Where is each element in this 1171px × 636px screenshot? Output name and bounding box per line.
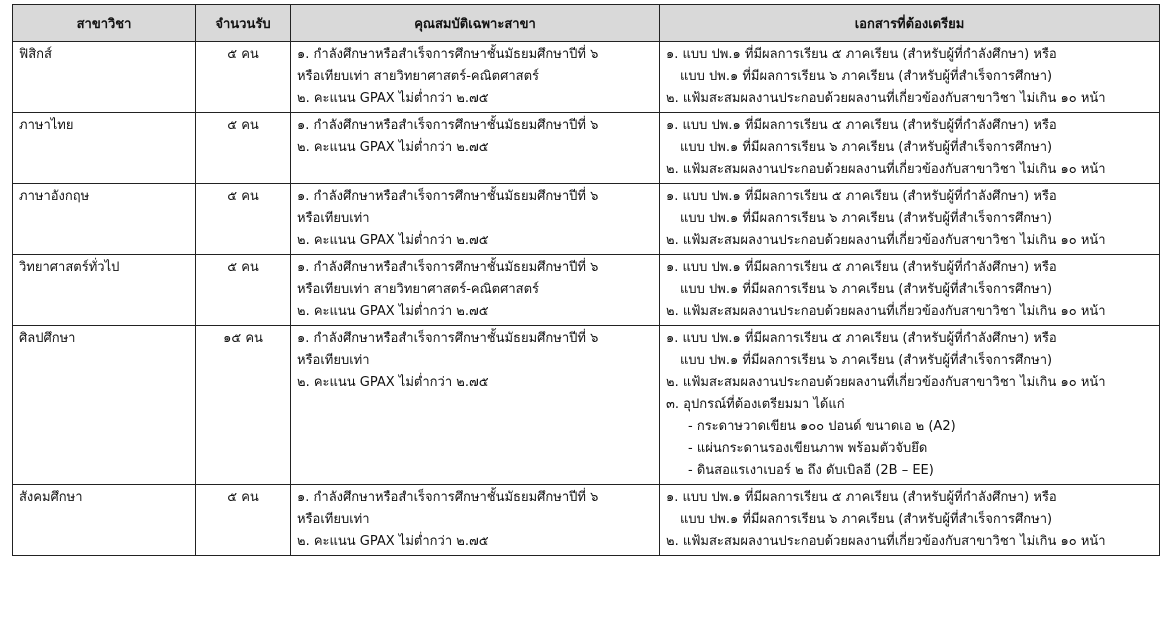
document-line: ๑. แบบ ปพ.๑ ที่มีผลการเรียน ๕ ภาคเรียน (สำหรับผู้ที่กำลังศึกษา) หรือ [666, 260, 1057, 275]
seats-count: ๑๕ คน [223, 331, 263, 346]
documents-cell [660, 184, 1160, 255]
qualification-line: ๒. คะแนน GPAX ไม่ต่ำกว่า ๒.๗๕ [297, 375, 489, 390]
header-row [13, 5, 1160, 42]
seats-count: ๕ คน [227, 118, 259, 133]
header-qualifications: คุณสมบัติเฉพาะสาขา [291, 5, 660, 42]
subject-cell [13, 113, 196, 184]
document-line: แบบ ปพ.๑ ที่มีผลการเรียน ๖ ภาคเรียน (สำหรับผู้ที่สำเร็จการศึกษา) [680, 353, 1053, 368]
header-subject: สาขาวิชา [13, 5, 196, 42]
document-line: ๑. แบบ ปพ.๑ ที่มีผลการเรียน ๕ ภาคเรียน (สำหรับผู้ที่กำลังศึกษา) หรือ [666, 118, 1057, 133]
table-body [13, 42, 1160, 556]
qualifications-cell [291, 42, 660, 113]
qualification-line: ๒. คะแนน GPAX ไม่ต่ำกว่า ๒.๗๕ [297, 233, 489, 248]
seats-cell [196, 184, 291, 255]
qualification-line: ๒. คะแนน GPAX ไม่ต่ำกว่า ๒.๗๕ [297, 534, 489, 549]
qualification-line: หรือเทียบเท่า สายวิทยาศาสตร์-คณิตศาสตร์ [297, 69, 540, 84]
seats-count: ๕ คน [227, 490, 259, 505]
document-line: ๒. แฟ้มสะสมผลงานประกอบด้วยผลงานที่เกี่ยวข้องกับสาขาวิชา ไม่เกิน ๑๐ หน้า [666, 91, 1106, 106]
qualifications-cell [291, 255, 660, 326]
qualifications-cell [291, 113, 660, 184]
qualification-line: ๑. กำลังศึกษาหรือสำเร็จการศึกษาชั้นมัธยมศึกษาปีที่ ๖ [297, 118, 599, 133]
document-line: ๓. อุปกรณ์ที่ต้องเตรียมมา ได้แก่ [666, 397, 845, 412]
header-seats: จำนวนรับ [196, 5, 291, 42]
qualifications-cell [291, 326, 660, 485]
document-line: แบบ ปพ.๑ ที่มีผลการเรียน ๖ ภาคเรียน (สำหรับผู้ที่สำเร็จการศึกษา) [680, 69, 1053, 84]
document-line: ๑. แบบ ปพ.๑ ที่มีผลการเรียน ๕ ภาคเรียน (สำหรับผู้ที่กำลังศึกษา) หรือ [666, 331, 1057, 346]
seats-count: ๕ คน [227, 189, 259, 204]
table-row [13, 42, 1160, 113]
subject-cell [13, 485, 196, 556]
subject-cell [13, 42, 196, 113]
seats-cell [196, 255, 291, 326]
qualifications-cell [291, 184, 660, 255]
subject-cell [13, 184, 196, 255]
document-line: - กระดาษวาดเขียน ๑๐๐ ปอนด์ ขนาดเอ ๒ (A2) [688, 419, 956, 434]
qualification-line: หรือเทียบเท่า สายวิทยาศาสตร์-คณิตศาสตร์ [297, 282, 540, 297]
document-line: ๑. แบบ ปพ.๑ ที่มีผลการเรียน ๕ ภาคเรียน (สำหรับผู้ที่กำลังศึกษา) หรือ [666, 47, 1057, 62]
qualification-line: ๑. กำลังศึกษาหรือสำเร็จการศึกษาชั้นมัธยมศึกษาปีที่ ๖ [297, 331, 599, 346]
document-line: ๒. แฟ้มสะสมผลงานประกอบด้วยผลงานที่เกี่ยวข้องกับสาขาวิชา ไม่เกิน ๑๐ หน้า [666, 534, 1106, 549]
document-line: - แผ่นกระดานรองเขียนภาพ พร้อมตัวจับยึด [688, 441, 928, 456]
qualification-line: ๒. คะแนน GPAX ไม่ต่ำกว่า ๒.๗๕ [297, 91, 489, 106]
qualification-line: ๑. กำลังศึกษาหรือสำเร็จการศึกษาชั้นมัธยมศึกษาปีที่ ๖ [297, 189, 599, 204]
document-line: แบบ ปพ.๑ ที่มีผลการเรียน ๖ ภาคเรียน (สำหรับผู้ที่สำเร็จการศึกษา) [680, 211, 1053, 226]
qualification-line: ๒. คะแนน GPAX ไม่ต่ำกว่า ๒.๗๕ [297, 304, 489, 319]
document-line: ๑. แบบ ปพ.๑ ที่มีผลการเรียน ๕ ภาคเรียน (สำหรับผู้ที่กำลังศึกษา) หรือ [666, 490, 1057, 505]
table-row [13, 326, 1160, 485]
table-header [13, 5, 1160, 42]
table-row [13, 485, 1160, 556]
documents-cell [660, 113, 1160, 184]
qualification-line: ๑. กำลังศึกษาหรือสำเร็จการศึกษาชั้นมัธยมศึกษาปีที่ ๖ [297, 47, 599, 62]
qualification-line: ๒. คะแนน GPAX ไม่ต่ำกว่า ๒.๗๕ [297, 140, 489, 155]
seats-cell [196, 326, 291, 485]
document-line: แบบ ปพ.๑ ที่มีผลการเรียน ๖ ภาคเรียน (สำหรับผู้ที่สำเร็จการศึกษา) [680, 282, 1053, 297]
subject-name: ศิลปศึกษา [19, 331, 76, 346]
qualification-line: ๑. กำลังศึกษาหรือสำเร็จการศึกษาชั้นมัธยมศึกษาปีที่ ๖ [297, 260, 599, 275]
qualification-line: ๑. กำลังศึกษาหรือสำเร็จการศึกษาชั้นมัธยมศึกษาปีที่ ๖ [297, 490, 599, 505]
documents-cell [660, 255, 1160, 326]
subject-cell [13, 326, 196, 485]
subject-cell [13, 255, 196, 326]
documents-cell [660, 485, 1160, 556]
table-row [13, 255, 1160, 326]
qualification-line: หรือเทียบเท่า [297, 353, 370, 368]
seats-cell [196, 42, 291, 113]
header-documents: เอกสารที่ต้องเตรียม [660, 5, 1160, 42]
table-row [13, 184, 1160, 255]
subject-name: ภาษาอังกฤษ [19, 189, 90, 204]
documents-cell [660, 326, 1160, 485]
qualification-line: หรือเทียบเท่า [297, 512, 370, 527]
qualification-line: หรือเทียบเท่า [297, 211, 370, 226]
document-line: แบบ ปพ.๑ ที่มีผลการเรียน ๖ ภาคเรียน (สำหรับผู้ที่สำเร็จการศึกษา) [680, 140, 1053, 155]
seats-count: ๕ คน [227, 260, 259, 275]
seats-count: ๕ คน [227, 47, 259, 62]
seats-cell [196, 113, 291, 184]
subject-name: สังคมศึกษา [19, 490, 83, 505]
requirements-table [12, 4, 1160, 556]
document-line: ๒. แฟ้มสะสมผลงานประกอบด้วยผลงานที่เกี่ยวข้องกับสาขาวิชา ไม่เกิน ๑๐ หน้า [666, 375, 1106, 390]
document-line: ๒. แฟ้มสะสมผลงานประกอบด้วยผลงานที่เกี่ยวข้องกับสาขาวิชา ไม่เกิน ๑๐ หน้า [666, 162, 1106, 177]
document-line: ๑. แบบ ปพ.๑ ที่มีผลการเรียน ๕ ภาคเรียน (สำหรับผู้ที่กำลังศึกษา) หรือ [666, 189, 1057, 204]
subject-name: ฟิสิกส์ [19, 47, 52, 62]
subject-name: วิทยาศาสตร์ทั่วไป [19, 260, 120, 275]
documents-cell [660, 42, 1160, 113]
qualifications-cell [291, 485, 660, 556]
subject-name: ภาษาไทย [19, 118, 74, 133]
document-line: แบบ ปพ.๑ ที่มีผลการเรียน ๖ ภาคเรียน (สำหรับผู้ที่สำเร็จการศึกษา) [680, 512, 1053, 527]
document-line: ๒. แฟ้มสะสมผลงานประกอบด้วยผลงานที่เกี่ยวข้องกับสาขาวิชา ไม่เกิน ๑๐ หน้า [666, 233, 1106, 248]
document-line: ๒. แฟ้มสะสมผลงานประกอบด้วยผลงานที่เกี่ยวข้องกับสาขาวิชา ไม่เกิน ๑๐ หน้า [666, 304, 1106, 319]
seats-cell [196, 485, 291, 556]
document-line: - ดินสอแรเงาเบอร์ ๒ ถึง ดับเบิลอี (2B – EE) [688, 463, 934, 478]
table-row [13, 113, 1160, 184]
